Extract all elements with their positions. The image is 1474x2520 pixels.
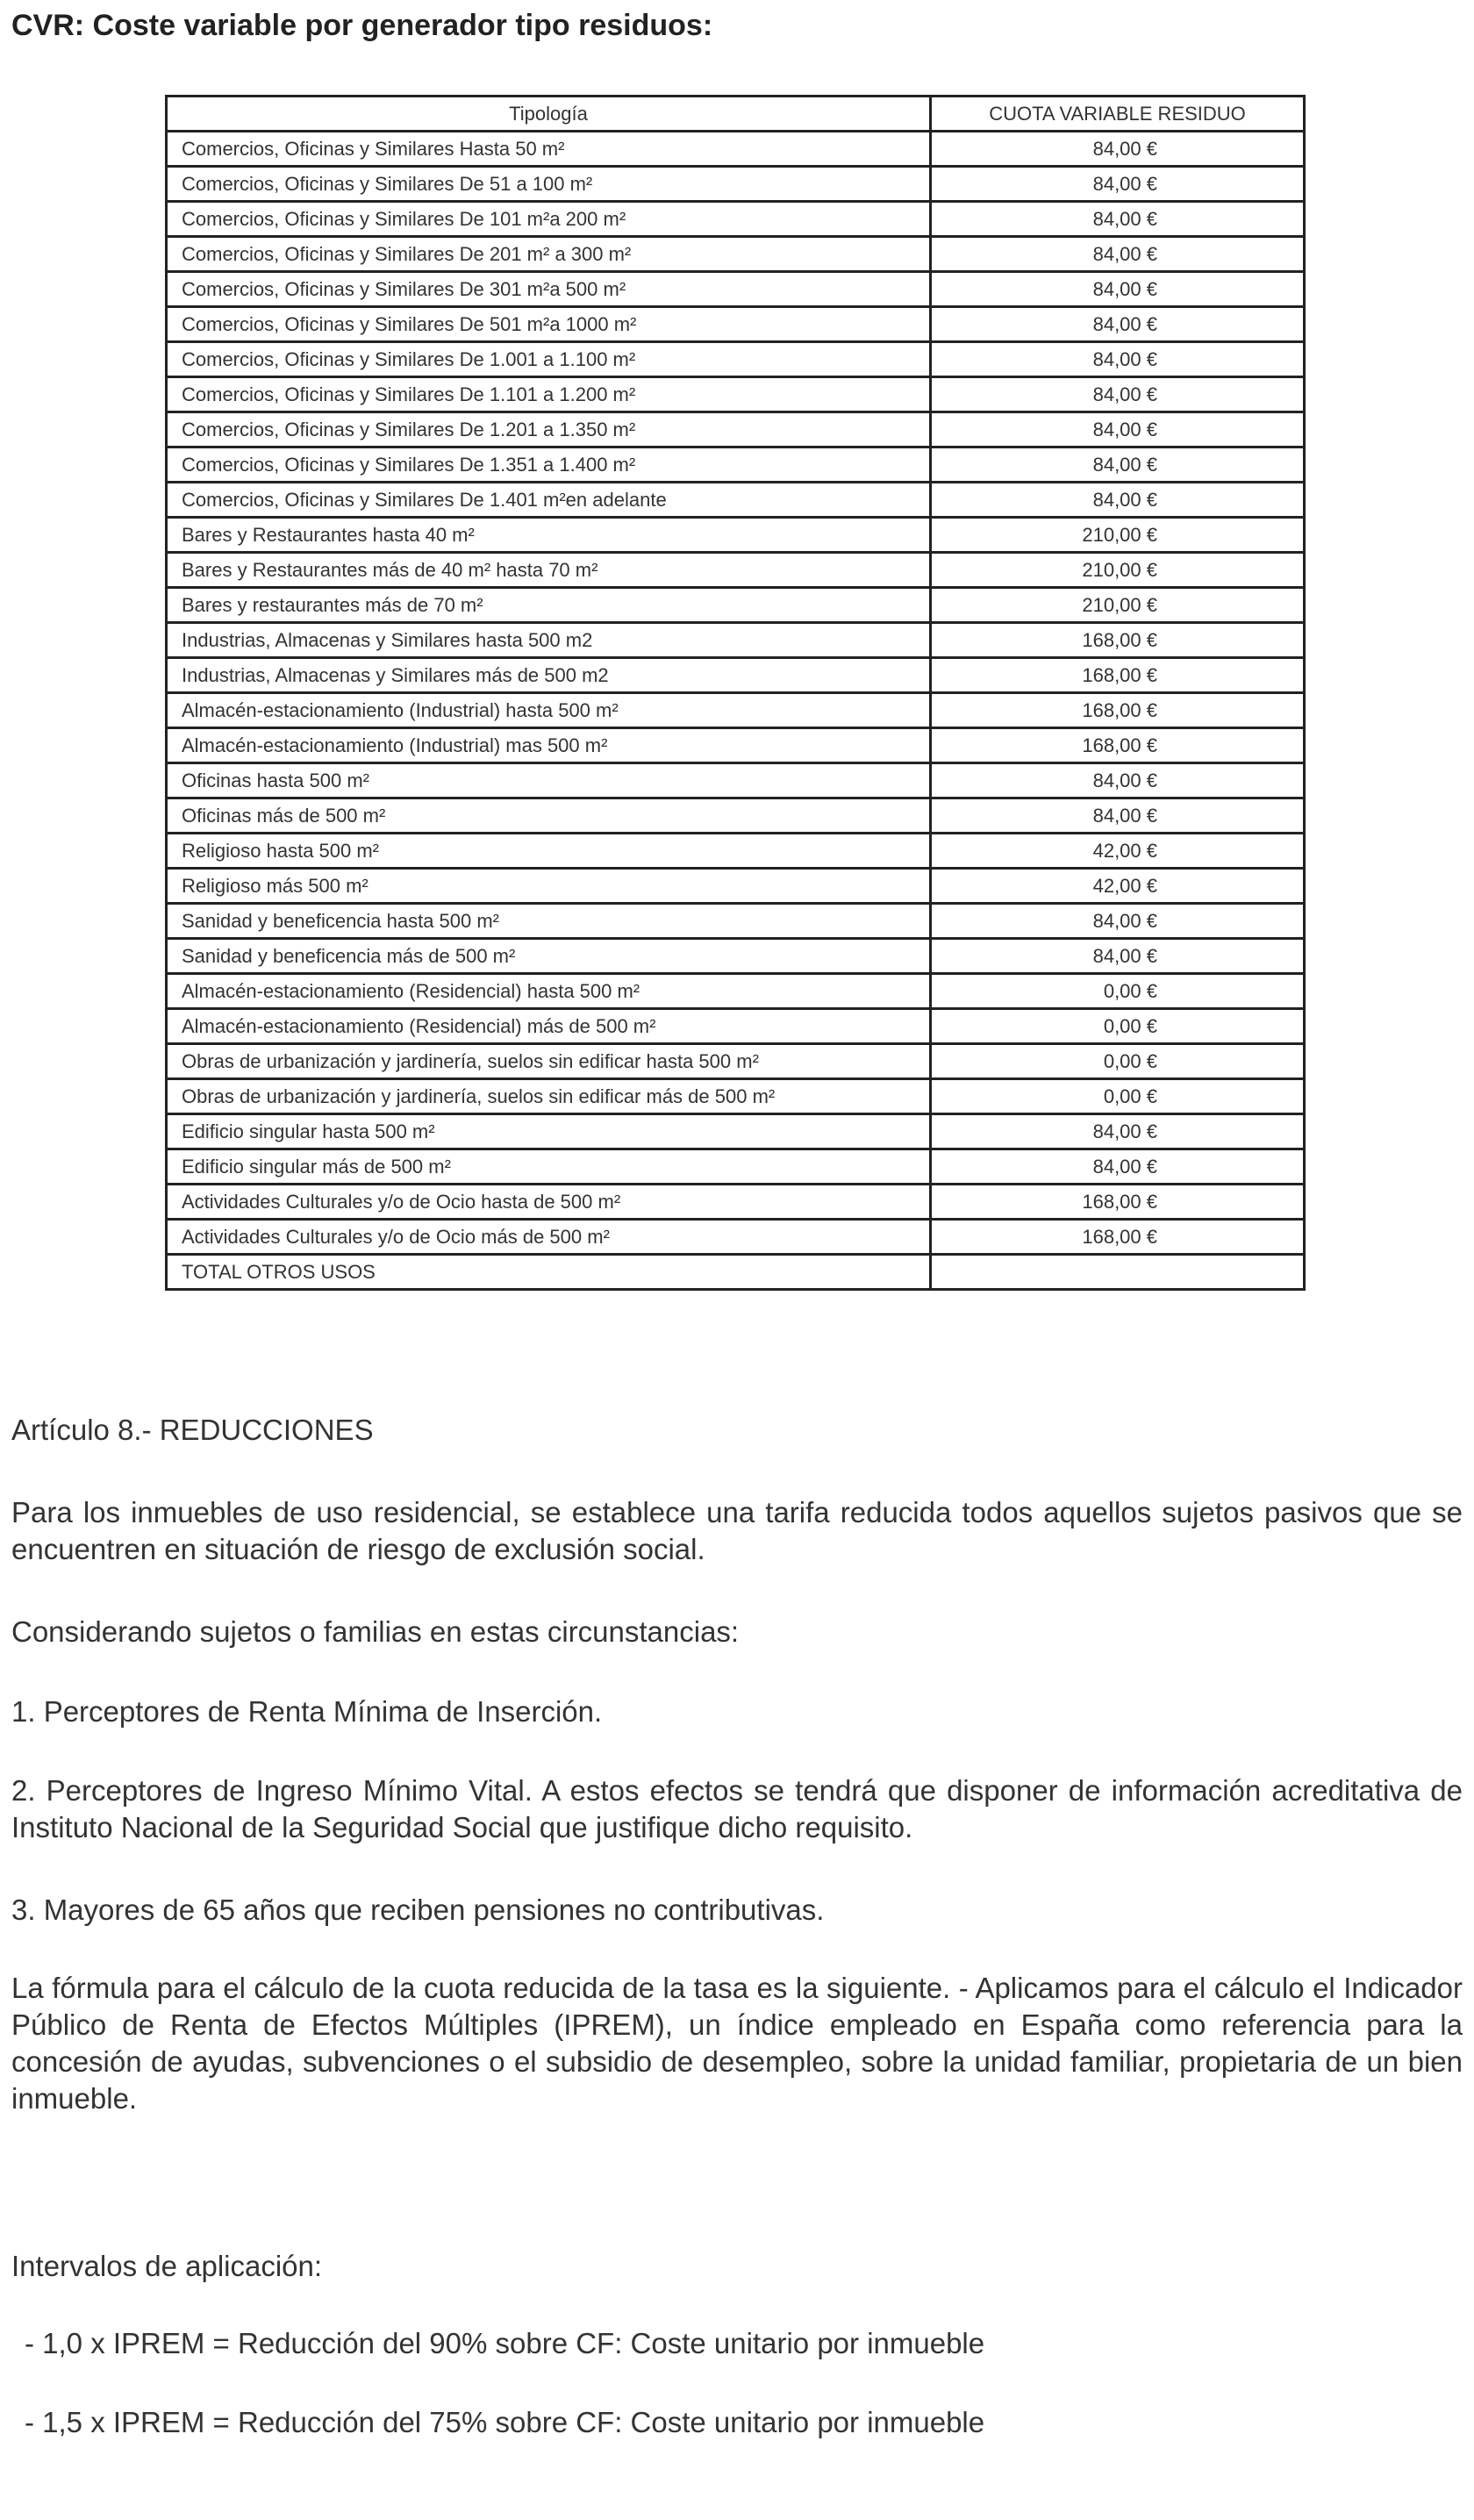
table-row bbox=[167, 342, 1305, 377]
tipologia-cell: Actividades Culturales y/o de Ocio hasta de 500 m² bbox=[167, 1185, 931, 1220]
cuota-cell: 168,00 € bbox=[931, 728, 1305, 763]
cuota-cell bbox=[931, 1255, 1305, 1290]
cuota-cell: 42,00 € bbox=[931, 869, 1305, 904]
table-row bbox=[167, 974, 1305, 1009]
tipologia-cell: Almacén-estacionamiento (Industrial) mas 500 m² bbox=[167, 728, 931, 763]
cuota-cell: 84,00 € bbox=[931, 307, 1305, 342]
table-row bbox=[167, 1009, 1305, 1044]
tipologia-cell: Comercios, Oficinas y Similares De 1.001 a 1.100 m² bbox=[167, 342, 931, 377]
column-header-cuota: CUOTA VARIABLE RESIDUO bbox=[931, 97, 1305, 132]
cuota-cell: 84,00 € bbox=[931, 447, 1305, 483]
table-row bbox=[167, 1220, 1305, 1255]
paragraph-formula: La fórmula para el cálculo de la cuota reducida de la tasa es la siguiente. - Aplicamos para el cálculo el Indicador Público de Renta de Efectos Múltiples (IPREM), un índice empleado en España como referencia para la concesión de ayudas, subvenciones o el subsidio de desempleo, sobre la unidad familiar, propietaria de un bien inmueble. bbox=[11, 1972, 1463, 2115]
table-row bbox=[167, 798, 1305, 834]
table-row bbox=[167, 518, 1305, 553]
table-row bbox=[167, 553, 1305, 588]
cuota-cell: 84,00 € bbox=[931, 237, 1305, 272]
tipologia-cell: Bares y Restaurantes más de 40 m² hasta 70 m² bbox=[167, 553, 931, 588]
cuota-cell: 168,00 € bbox=[931, 693, 1305, 728]
cuota-cell: 42,00 € bbox=[931, 834, 1305, 869]
cuota-cell: 84,00 € bbox=[931, 798, 1305, 834]
cuota-cell: 0,00 € bbox=[931, 974, 1305, 1009]
tipologia-cell: Comercios, Oficinas y Similares De 1.401 m²en adelante bbox=[167, 483, 931, 518]
cuota-cell: 168,00 € bbox=[931, 1220, 1305, 1255]
cuota-cell: 84,00 € bbox=[931, 272, 1305, 307]
cuota-cell: 84,00 € bbox=[931, 132, 1305, 167]
cuota-cell: 210,00 € bbox=[931, 518, 1305, 553]
tipologia-cell: Comercios, Oficinas y Similares De 301 m²a 500 m² bbox=[167, 272, 931, 307]
tipologia-cell: Industrias, Almacenas y Similares hasta 500 m2 bbox=[167, 623, 931, 658]
cuota-cell: 84,00 € bbox=[931, 202, 1305, 237]
tipologia-cell: Almacén-estacionamiento (Industrial) hasta 500 m² bbox=[167, 693, 931, 728]
table-row bbox=[167, 623, 1305, 658]
tipologia-cell: Religioso más 500 m² bbox=[167, 869, 931, 904]
tipologia-cell: TOTAL OTROS USOS bbox=[167, 1255, 931, 1290]
cuota-cell: 84,00 € bbox=[931, 342, 1305, 377]
table-row bbox=[167, 904, 1305, 939]
table-row bbox=[167, 763, 1305, 798]
table-row bbox=[167, 869, 1305, 904]
cuota-cell: 168,00 € bbox=[931, 658, 1305, 693]
table-row bbox=[167, 307, 1305, 342]
table-row bbox=[167, 1044, 1305, 1079]
tipologia-cell: Sanidad y beneficencia más de 500 m² bbox=[167, 939, 931, 974]
cuota-cell: 168,00 € bbox=[931, 623, 1305, 658]
cuota-cell: 84,00 € bbox=[931, 483, 1305, 518]
table-row bbox=[167, 202, 1305, 237]
table-row bbox=[167, 834, 1305, 869]
table-row bbox=[167, 1114, 1305, 1149]
cuota-cell: 84,00 € bbox=[931, 412, 1305, 447]
article-heading: Artículo 8.- REDUCCIONES bbox=[11, 1414, 374, 1446]
cuota-cell: 0,00 € bbox=[931, 1009, 1305, 1044]
tipologia-cell: Bares y restaurantes más de 70 m² bbox=[167, 588, 931, 623]
tipologia-cell: Religioso hasta 500 m² bbox=[167, 834, 931, 869]
tipologia-cell: Comercios, Oficinas y Similares De 201 m² a 300 m² bbox=[167, 237, 931, 272]
tipologia-cell: Obras de urbanización y jardinería, suelos sin edificar más de 500 m² bbox=[167, 1079, 931, 1114]
table-row bbox=[167, 483, 1305, 518]
table-row bbox=[167, 1079, 1305, 1114]
table-row bbox=[167, 728, 1305, 763]
list-item-2: 2. Perceptores de Ingreso Mínimo Vital. A estos efectos se tendrá que disponer de información acreditativa de Instituto Nacional de la Seguridad Social que justifique dicho requisito. bbox=[11, 1774, 1463, 1843]
cuota-cell: 84,00 € bbox=[931, 1149, 1305, 1185]
tipologia-cell: Comercios, Oficinas y Similares De 1.101 a 1.200 m² bbox=[167, 377, 931, 412]
cuota-cell: 210,00 € bbox=[931, 553, 1305, 588]
cuota-cell: 84,00 € bbox=[931, 377, 1305, 412]
section-title: CVR: Coste variable por generador tipo residuos: bbox=[11, 9, 713, 42]
tipologia-cell: Obras de urbanización y jardinería, suelos sin edificar hasta 500 m² bbox=[167, 1044, 931, 1079]
list-item-1: 1. Perceptores de Renta Mínima de Inserción. bbox=[11, 1695, 603, 1728]
tipologia-cell: Comercios, Oficinas y Similares Hasta 50 m² bbox=[167, 132, 931, 167]
table-row bbox=[167, 939, 1305, 974]
interval-1: - 1,0 x IPREM = Reducción del 90% sobre CF: Coste unitario por inmueble bbox=[25, 2327, 985, 2359]
tipologia-cell: Sanidad y beneficencia hasta 500 m² bbox=[167, 904, 931, 939]
tipologia-cell: Bares y Restaurantes hasta 40 m² bbox=[167, 518, 931, 553]
table-row bbox=[167, 447, 1305, 483]
table-row bbox=[167, 377, 1305, 412]
table-row bbox=[167, 412, 1305, 447]
cuota-cell: 0,00 € bbox=[931, 1079, 1305, 1114]
interval-2: - 1,5 x IPREM = Reducción del 75% sobre CF: Coste unitario por inmueble bbox=[25, 2406, 985, 2438]
cuota-cell: 84,00 € bbox=[931, 763, 1305, 798]
list-item-3: 3. Mayores de 65 años que reciben pensiones no contributivas. bbox=[11, 1894, 825, 1926]
table-row bbox=[167, 272, 1305, 307]
tipologia-cell: Actividades Culturales y/o de Ocio más de 500 m² bbox=[167, 1220, 931, 1255]
cuota-cell: 210,00 € bbox=[931, 588, 1305, 623]
table-row bbox=[167, 1185, 1305, 1220]
table-row bbox=[167, 693, 1305, 728]
paragraph-intervals: Intervalos de aplicación: bbox=[11, 2250, 323, 2282]
table-row bbox=[167, 658, 1305, 693]
table-row bbox=[167, 132, 1305, 167]
tipologia-cell: Comercios, Oficinas y Similares De 1.201 a 1.350 m² bbox=[167, 412, 931, 447]
table-header-row bbox=[167, 97, 1305, 132]
table-row bbox=[167, 167, 1305, 202]
cuota-cell: 84,00 € bbox=[931, 167, 1305, 202]
paragraph-considering: Considerando sujetos o familias en estas circunstancias: bbox=[11, 1615, 740, 1648]
variable-cost-table bbox=[165, 95, 1306, 1291]
tipologia-cell: Edificio singular más de 500 m² bbox=[167, 1149, 931, 1185]
table-row bbox=[167, 588, 1305, 623]
tipologia-cell: Comercios, Oficinas y Similares De 51 a 100 m² bbox=[167, 167, 931, 202]
table-row bbox=[167, 1149, 1305, 1185]
table-row bbox=[167, 1255, 1305, 1290]
cuota-cell: 0,00 € bbox=[931, 1044, 1305, 1079]
tipologia-cell: Oficinas más de 500 m² bbox=[167, 798, 931, 834]
cuota-cell: 84,00 € bbox=[931, 904, 1305, 939]
tipologia-cell: Edificio singular hasta 500 m² bbox=[167, 1114, 931, 1149]
tipologia-cell: Comercios, Oficinas y Similares De 501 m²a 1000 m² bbox=[167, 307, 931, 342]
tipologia-cell: Oficinas hasta 500 m² bbox=[167, 763, 931, 798]
paragraph-residential: Para los inmuebles de uso residencial, se establece una tarifa reducida todos aquellos sujetos pasivos que se encuentren en situación de riesgo de exclusión social. bbox=[11, 1496, 1463, 1565]
tipologia-cell: Comercios, Oficinas y Similares De 101 m²a 200 m² bbox=[167, 202, 931, 237]
column-header-tipologia: Tipología bbox=[167, 97, 931, 132]
tipologia-cell: Almacén-estacionamiento (Residencial) más de 500 m² bbox=[167, 1009, 931, 1044]
tipologia-cell: Comercios, Oficinas y Similares De 1.351 a 1.400 m² bbox=[167, 447, 931, 483]
cuota-cell: 84,00 € bbox=[931, 1114, 1305, 1149]
cuota-cell: 84,00 € bbox=[931, 939, 1305, 974]
table-row bbox=[167, 237, 1305, 272]
tipologia-cell: Almacén-estacionamiento (Residencial) hasta 500 m² bbox=[167, 974, 931, 1009]
tipologia-cell: Industrias, Almacenas y Similares más de 500 m2 bbox=[167, 658, 931, 693]
cuota-cell: 168,00 € bbox=[931, 1185, 1305, 1220]
